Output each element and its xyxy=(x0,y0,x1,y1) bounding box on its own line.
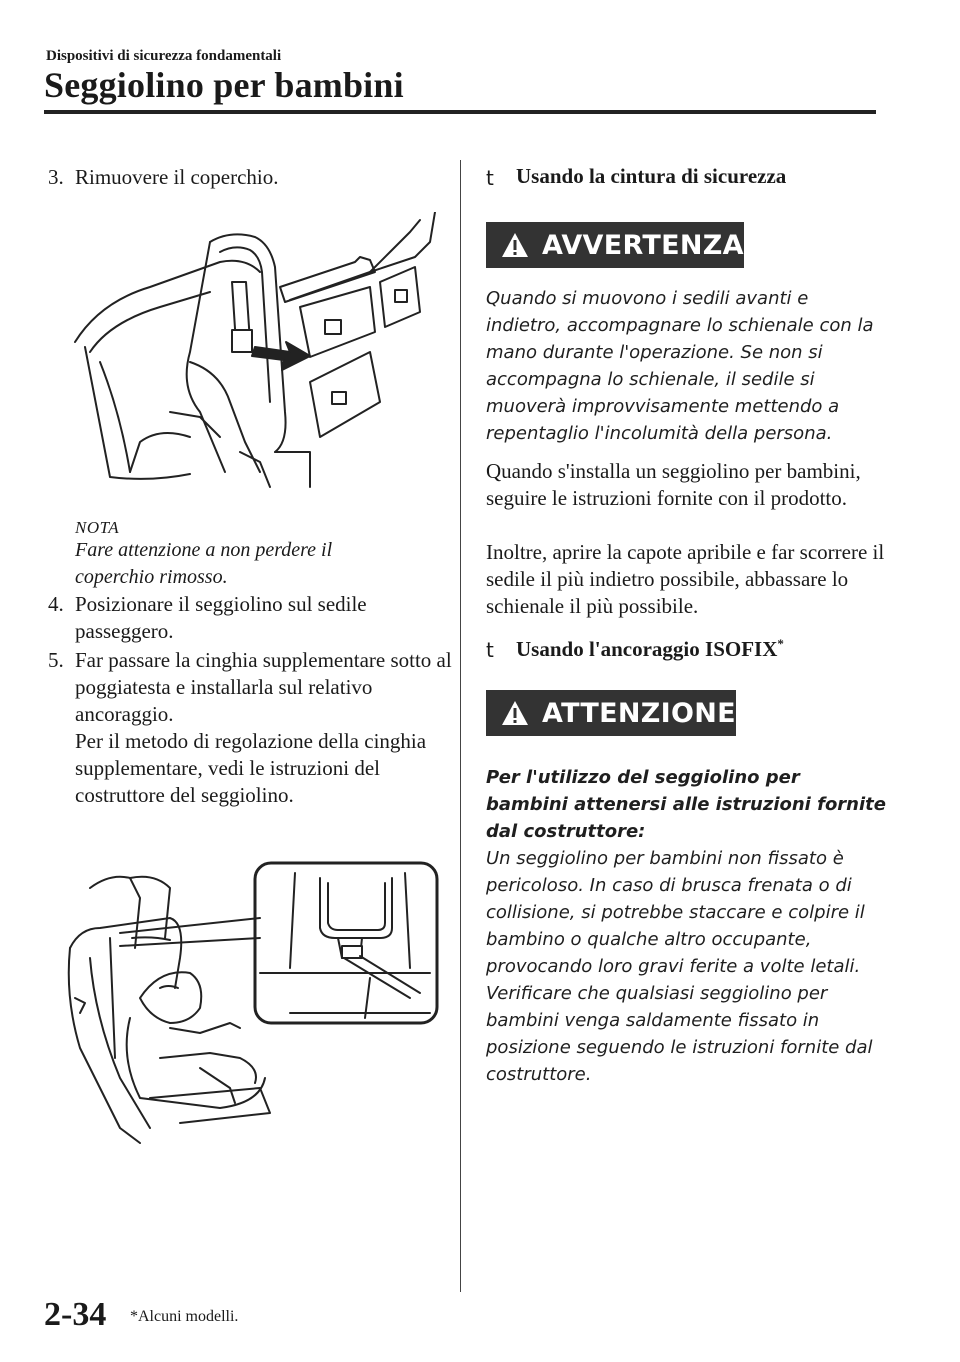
warning-triangle-icon xyxy=(500,699,530,727)
page-title: Seggiolino per bambini xyxy=(44,65,404,105)
nota-label: NOTA xyxy=(75,518,120,537)
step-text: Far passare la cinghia supplementare sotto al poggiatesta e installarla sul relativo ancoraggio. xyxy=(75,648,452,726)
child-seat-tether-illustration xyxy=(60,858,445,1148)
step-text: Posizionare il seggiolino sul sedile passeggero. xyxy=(75,592,367,643)
caution-text: Un seggiolino per bambini non fissato è pericoloso. In caso di brusca frenata o di collisione, si potrebbe staccare e colpire il bambino o qualche altro occupante, provocando loro gravi ferite a volte letali. Verificare che qualsiasi seggiolino per bambini venga saldamente fissato in posizione seguendo le istruzioni fornite dal costruttore. xyxy=(486,848,873,1085)
instruction-paragraph: Inoltre, aprire la capote apribile e far scorrere il sedile il più indietro possibile, abbassare lo schienale il più possibile. xyxy=(486,540,885,618)
caution-label: ATTENZIONE xyxy=(542,697,736,729)
step-number: 4. xyxy=(48,592,64,616)
caution-banner xyxy=(486,690,736,736)
nota-text: Fare attenzione a non perdere il coperchio rimosso. xyxy=(75,539,333,588)
header-rule xyxy=(44,110,876,114)
column-divider xyxy=(460,160,461,1292)
warning-banner xyxy=(486,222,744,268)
bullet-marker: t xyxy=(486,638,494,662)
cover-removal-illustration xyxy=(70,212,440,492)
step-text: Rimuovere il coperchio. xyxy=(75,165,279,189)
section-label: Dispositivi di sicurezza fondamentali xyxy=(46,48,282,64)
step-number: 3. xyxy=(48,165,64,189)
bullet-marker: t xyxy=(486,166,494,190)
page-number: 2-34 xyxy=(44,1296,107,1333)
caution-bold-text: Per l'utilizzo del seggiolino per bambini attenersi alle istruzioni fornite dal costruttore: xyxy=(486,767,886,842)
footnote-marker: * xyxy=(777,636,784,651)
step-text-detail: Per il metodo di regolazione della cinghia supplementare, vedi le istruzioni del costruttore del seggiolino. xyxy=(75,729,427,807)
warning-text: Quando si muovono i sedili avanti e indietro, accompagnare lo schienale con la mano durante l'operazione. Se non si accompagna lo schienale, il sedile si muoverà improvvisamente mettendo a repentaglio l'incolumità della persona. xyxy=(486,288,874,444)
heading-text: Usando la cintura di sicurezza xyxy=(516,164,787,188)
step-number: 5. xyxy=(48,648,64,672)
warning-label: AVVERTENZA xyxy=(542,229,744,261)
footnote: *Alcuni modelli. xyxy=(130,1308,239,1325)
warning-triangle-icon xyxy=(500,231,530,259)
intro-paragraph: Quando s'installa un seggiolino per bambini, seguire le istruzioni fornite con il prodotto. xyxy=(486,459,861,510)
heading-text: Usando l'ancoraggio ISOFIX xyxy=(516,637,778,661)
